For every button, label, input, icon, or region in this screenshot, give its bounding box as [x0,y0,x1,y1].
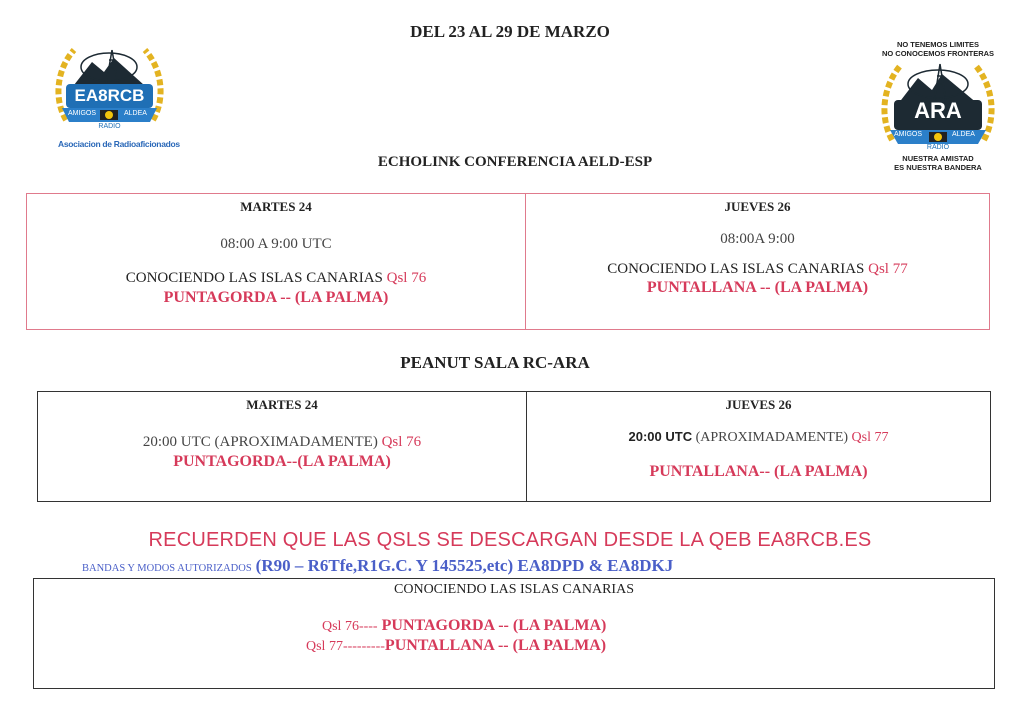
echolink-tuesday-topic: CONOCIENDO LAS ISLAS CANARIAS [125,270,383,286]
summary-line-2-place: PUNTALLANA -- (LA PALMA) [384,637,607,654]
echolink-thursday-day: JUEVES 26 [724,199,791,214]
echolink-tuesday-place: PUNTAGORDA -- (LA PALMA) [163,289,389,306]
qsl-reminder: RECUERDEN QUE LAS QSLS SE DESCARGAN DESDE LA QEB EA8RCB.ES [148,529,872,551]
peanut-schedule-table [37,391,991,502]
summary-box [33,578,995,689]
peanut-thursday-time: 20:00 UTC [628,429,693,444]
echolink-section-title: ECHOLINK CONFERENCIA AELD-ESP [377,154,653,170]
ara-ribbon-left: AMIGOS [894,131,923,138]
summary-line-1-qsl: Qsl 76---- [322,619,378,634]
ara-motto-top-2: NO CONOCEMOS FRONTERAS [881,49,995,58]
echolink-schedule-table [26,193,990,330]
echolink-thursday-topic-line [526,261,989,278]
summary-line-2-qsl: Qsl 77--------- [306,639,385,654]
ea8rcb-ribbon-left: AMIGOS [68,110,97,117]
peanut-tuesday-day: MARTES 24 [246,397,318,412]
echolink-tuesday-qsl: Qsl 76 [386,270,427,286]
bands-line [82,556,982,576]
echolink-tuesday-day: MARTES 24 [240,199,312,214]
peanut-thursday-time-note: (APROXIMADAMENTE) [692,430,849,445]
ara-motto-top-1: NO TENEMOS LIMITES [896,40,980,49]
echolink-cell-thursday [526,194,989,329]
ea8rcb-ribbon-right: ALDEA [124,110,147,117]
ea8rcb-logo [52,40,180,160]
ara-ribbon-right: ALDEA [952,131,975,138]
peanut-thursday-day: JUEVES 26 [725,397,792,412]
ara-letters: ARA [914,98,962,123]
echolink-thursday-place: PUNTALLANA -- (LA PALMA) [646,279,869,296]
summary-line-1 [322,617,822,635]
echolink-tuesday-time: 08:00 A 9:00 UTC [220,236,332,252]
ea8rcb-callsign: EA8RCB [74,86,145,105]
bands-label: BANDAS Y MODOS AUTORIZADOS [82,563,252,574]
peanut-thursday-place: PUNTALLANA-- (LA PALMA) [649,463,868,480]
peanut-tuesday-time-line [38,434,526,451]
peanut-tuesday-place: PUNTAGORDA--(LA PALMA) [173,453,391,470]
peanut-cell-thursday [527,392,990,501]
echolink-tuesday-topic-line [27,270,525,287]
page-title: DEL 23 AL 29 DE MARZO [410,22,610,41]
summary-line-1-place: PUNTAGORDA -- (LA PALMA) [377,617,607,634]
echolink-cell-tuesday [27,194,526,329]
peanut-section-title: PEANUT SALA RC-ARA [400,353,590,372]
peanut-tuesday-time: 20:00 UTC (APROXIMADAMENTE) [142,434,378,450]
peanut-thursday-time-line [527,429,990,446]
bands-value: (R90 – R6Tfe,R1G.C. Y 145525,etc) EA8DPD & EA8DKJ [255,556,674,575]
ea8rcb-caption: Asociacion de Radioaficionados [58,139,180,149]
echolink-thursday-time: 08:00A 9:00 [720,231,795,247]
ara-ribbon-bottom: RADIO [926,144,950,151]
peanut-thursday-qsl: Qsl 77 [851,430,889,445]
echolink-thursday-qsl: Qsl 77 [868,261,908,277]
ara-logo [872,40,1004,175]
summary-line-2 [306,637,806,655]
summary-title: CONOCIENDO LAS ISLAS CANARIAS [394,582,634,597]
echolink-thursday-topic: CONOCIENDO LAS ISLAS CANARIAS [607,261,865,277]
ea8rcb-ribbon-bottom: RADIO [98,123,121,130]
peanut-cell-tuesday [38,392,527,501]
ara-motto-bottom-1: NUESTRA AMISTAD [902,154,974,163]
ara-motto-bottom-2: ES NUESTRA BANDERA [894,163,982,172]
peanut-tuesday-qsl: Qsl 76 [381,434,422,450]
